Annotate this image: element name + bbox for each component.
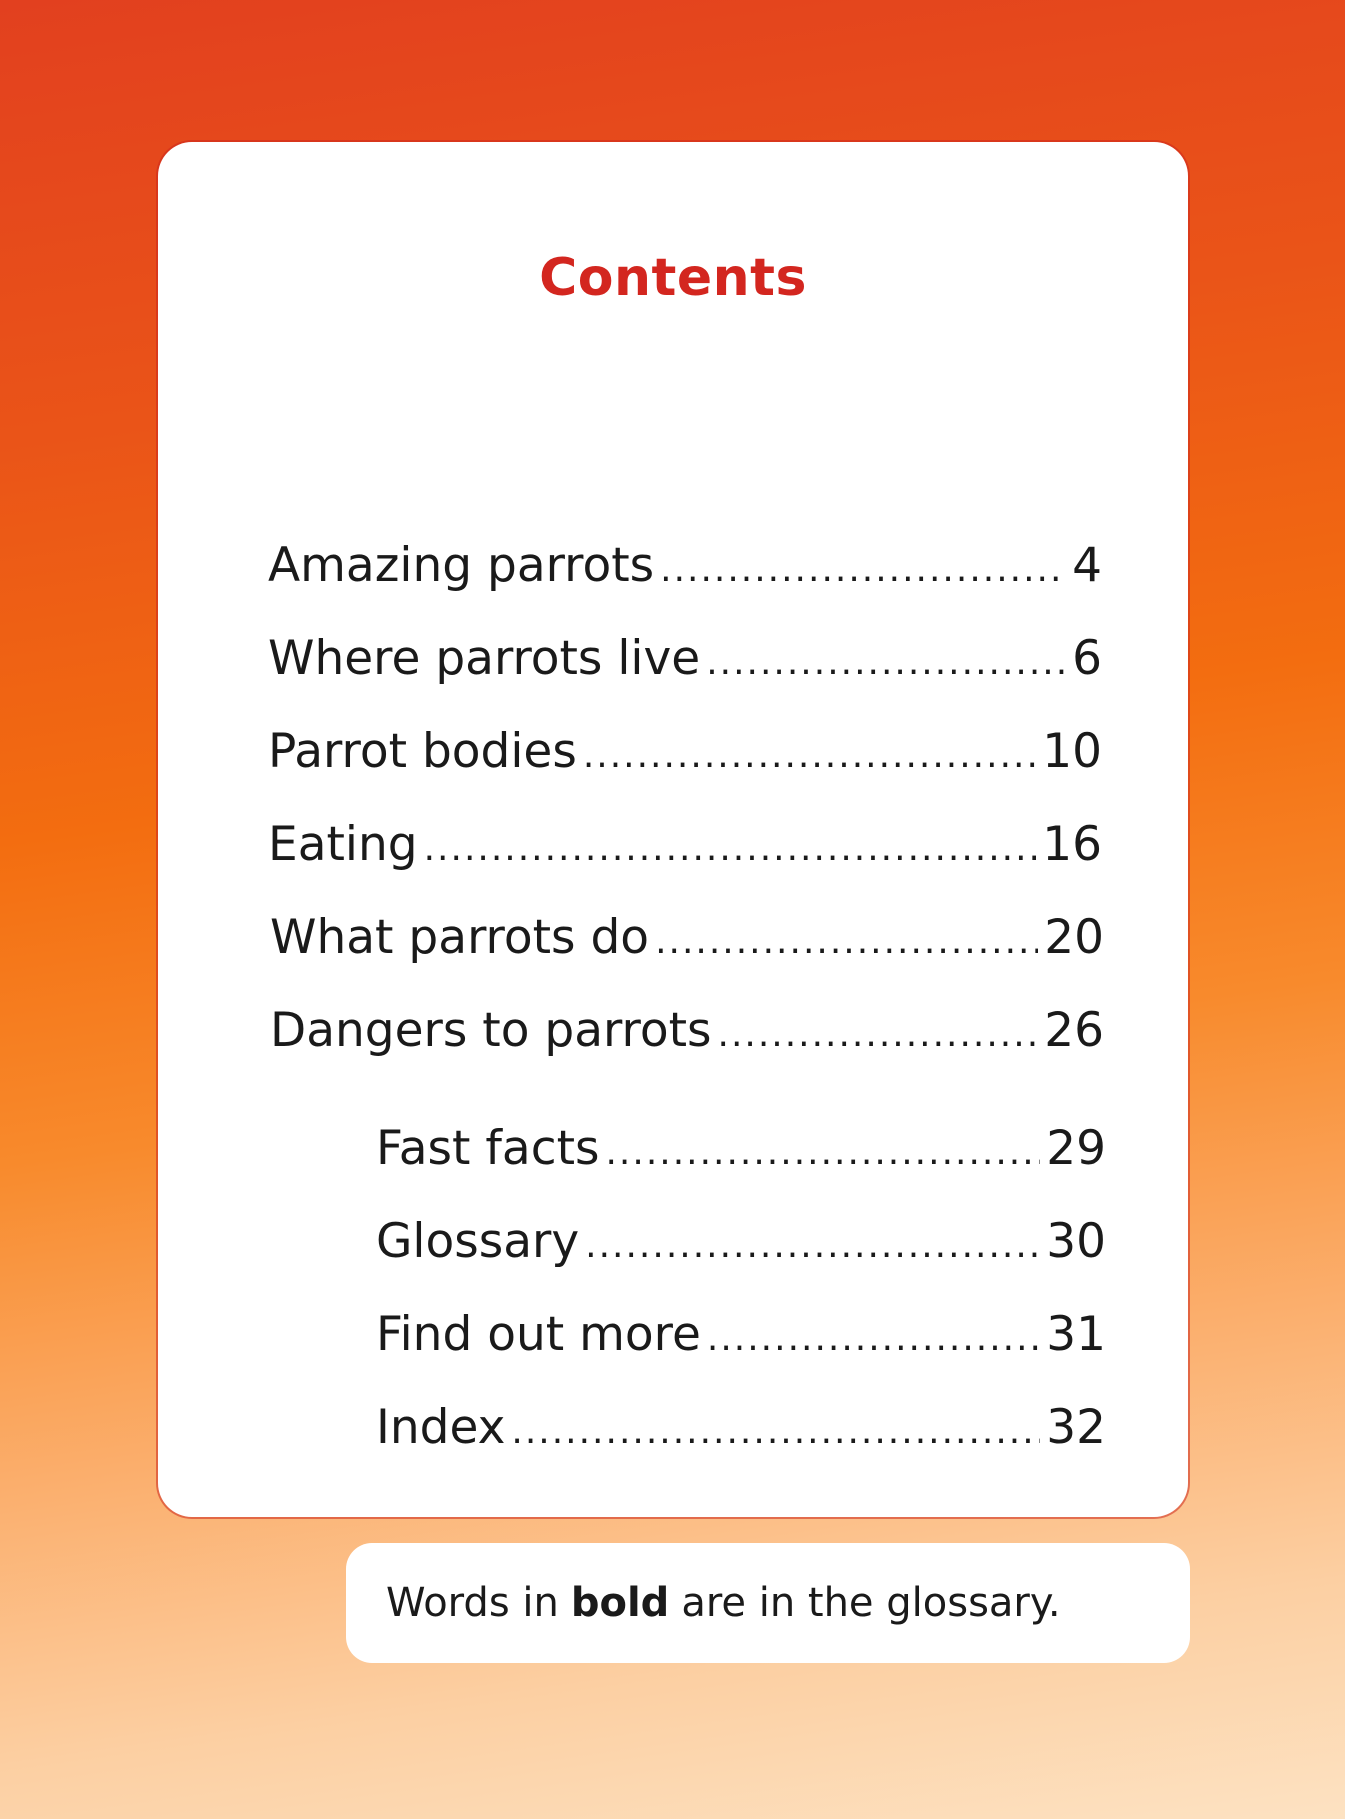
toc-entry-page: 29 [1046, 1121, 1106, 1176]
toc-leader-dots [660, 549, 1066, 590]
toc-entry-label: Amazing parrots [268, 538, 655, 593]
toc-entry[interactable] [268, 817, 1102, 877]
toc-leader-dots [707, 1318, 1040, 1359]
toc-entry[interactable] [268, 724, 1102, 784]
toc-entry-page: 26 [1044, 1003, 1104, 1058]
toc-entry[interactable] [268, 538, 1102, 598]
toc-leader-dots [655, 921, 1038, 962]
contents-card [158, 142, 1188, 1517]
toc-entry-label: Parrot bodies [268, 724, 577, 779]
toc-entry-page: 4 [1072, 538, 1102, 593]
toc-entry-label: Fast facts [376, 1121, 600, 1176]
table-of-contents [158, 142, 1188, 1517]
toc-entry-label: Find out more [376, 1307, 701, 1362]
toc-back-matter-entry[interactable] [376, 1121, 1106, 1181]
toc-leader-dots [583, 735, 1036, 776]
glossary-note-bold-word: bold [570, 1580, 670, 1626]
glossary-note-suffix: are in the glossary. [681, 1580, 1061, 1626]
toc-entry[interactable] [270, 910, 1104, 970]
toc-entry-label: Eating [268, 817, 418, 872]
toc-entry[interactable] [270, 1003, 1104, 1063]
toc-entry-page: 31 [1046, 1307, 1106, 1362]
toc-entry-label: Glossary [376, 1214, 580, 1269]
toc-leader-dots [718, 1014, 1039, 1055]
toc-entry-page: 6 [1072, 631, 1102, 686]
toc-entry[interactable] [268, 631, 1102, 691]
toc-leader-dots [706, 642, 1066, 683]
toc-entry-page: 16 [1042, 817, 1102, 872]
contents-title: Contents [539, 248, 807, 308]
toc-leader-dots [585, 1225, 1040, 1266]
toc-entry-page: 20 [1044, 910, 1104, 965]
toc-back-matter-entry[interactable] [376, 1307, 1106, 1367]
toc-back-matter-entry[interactable] [376, 1400, 1106, 1460]
toc-entry-label: What parrots do [270, 910, 650, 965]
toc-entry-page: 30 [1046, 1214, 1106, 1269]
toc-entry-label: Dangers to parrots [270, 1003, 712, 1058]
glossary-note-prefix: Words in [386, 1580, 559, 1626]
toc-entry-label: Index [376, 1400, 506, 1455]
toc-leader-dots [605, 1132, 1040, 1173]
toc-entry-page: 10 [1042, 724, 1102, 779]
toc-back-matter-entry[interactable] [376, 1214, 1106, 1274]
toc-entry-page: 32 [1046, 1400, 1106, 1455]
glossary-note [346, 1543, 1190, 1663]
toc-entry-label: Where parrots live [268, 631, 701, 686]
toc-leader-dots [511, 1411, 1040, 1452]
toc-leader-dots [424, 828, 1037, 869]
